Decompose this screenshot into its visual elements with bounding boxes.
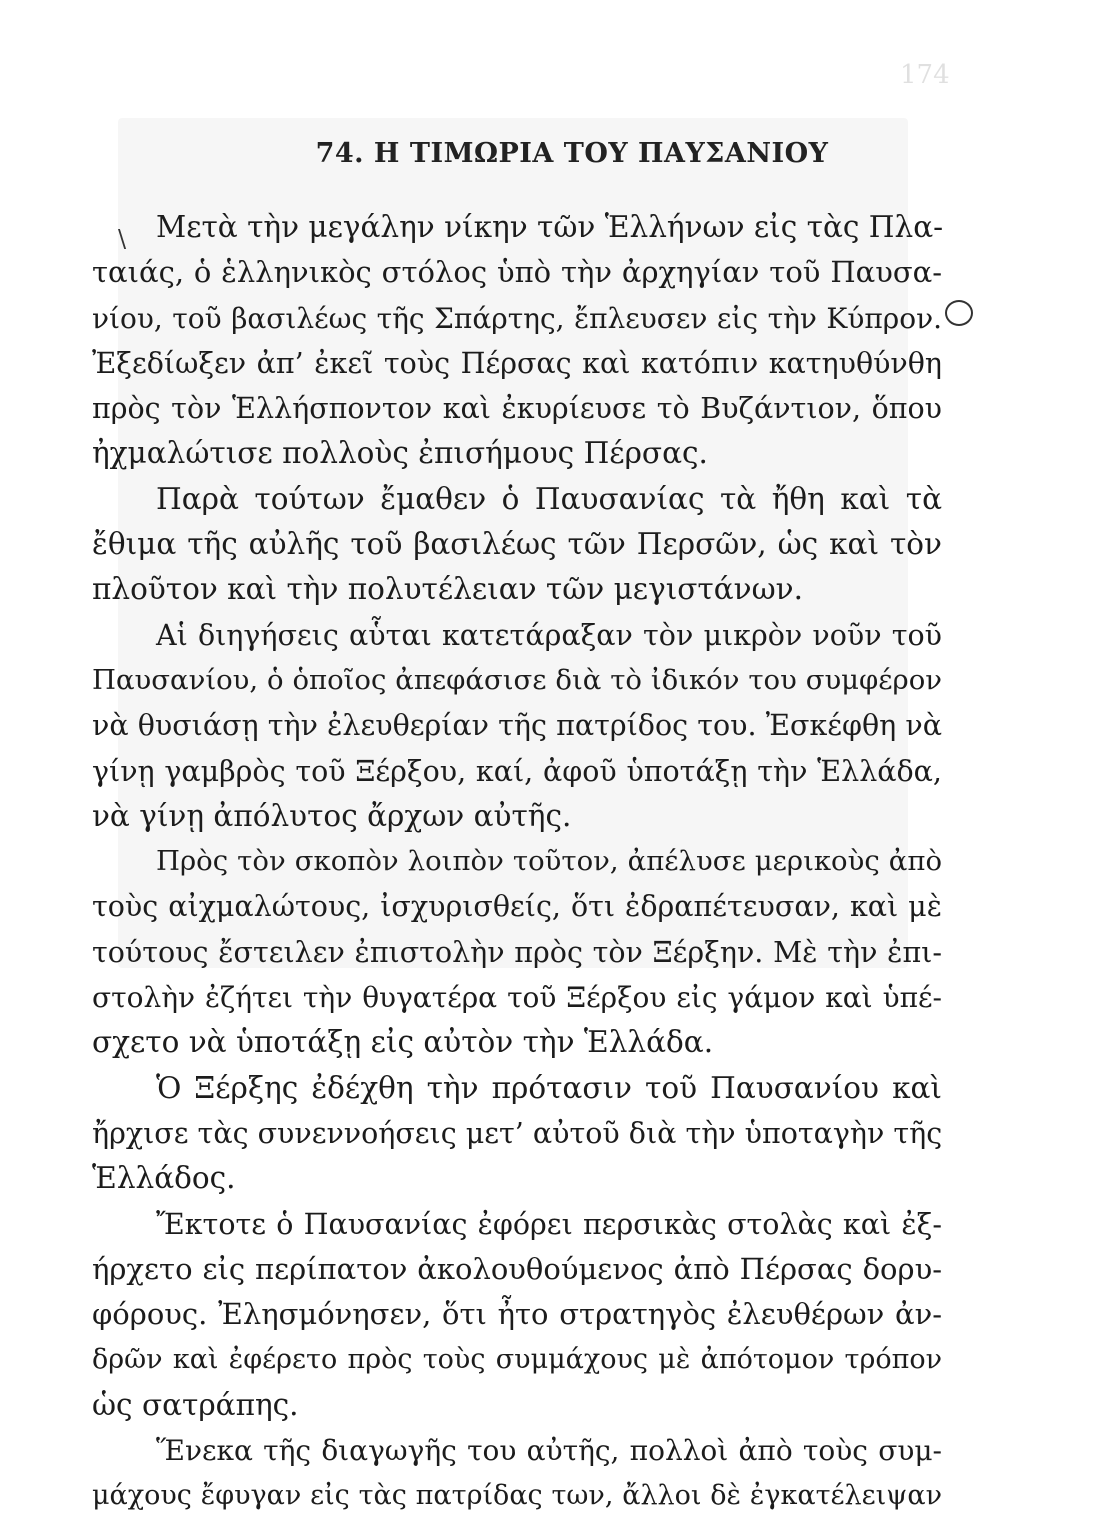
text-line: Πρὸς τὸν σκοπὸν λοιπὸν τοῦτον, ἀπέλυσε μερικοὺς ἀπὸ xyxy=(156,845,942,878)
text-line: πλοῦτον καὶ τὴν πολυτέλειαν τῶν μεγιστάνων. xyxy=(92,572,803,607)
text-line: Παρὰ τούτων ἔμαθεν ὁ Παυσανίας τὰ ἤθη καὶ τὰ xyxy=(156,481,942,516)
text-line: μάχους ἔφυγαν εἰς τὰς πατρίδας των, ἄλλοι δὲ ἐγκατέλειψαν xyxy=(92,1480,942,1512)
text-line: φόρους. Ἐλησμόνησεν, ὅτι ἦτο στρατηγὸς ἐλευθέρων ἀν- xyxy=(92,1297,942,1332)
text-line: ταιάς, ὁ ἑλληνικὸς στόλος ὑπὸ τὴν ἀρχηγίαν τοῦ Παυσα- xyxy=(92,255,942,290)
text-line: σχετο νὰ ὑποτάξῃ εἰς αὐτὸν τὴν Ἑλλάδα. xyxy=(92,1025,714,1060)
text-line: Ἕνεκα τῆς διαγωγῆς του αὐτῆς, πολλοὶ ἀπὸ τοὺς συμ- xyxy=(156,1434,942,1468)
text-line: τούτους ἔστειλεν ἐπιστολὴν πρὸς τὸν Ξέρξην. Μὲ τὴν ἐπι- xyxy=(92,935,942,969)
body-text xyxy=(92,205,942,1519)
text-line: νίου, τοῦ βασιλέως τῆς Σπάρτης, ἔπλευσεν εἰς τὴν Κύπρον. xyxy=(92,301,942,335)
text-line: ἠχμαλώτισε πολλοὺς ἐπισήμους Πέρσας. xyxy=(92,436,708,471)
text-line: Μετὰ τὴν μεγάλην νίκην τῶν Ἑλλήνων εἰς τὰς Πλα- xyxy=(156,210,944,244)
text-line: Ἑλλάδος. xyxy=(92,1161,236,1196)
text-line: νὰ θυσιάσῃ τὴν ἐλευθερίαν τῆς πατρίδος του. Ἐσκέφθη νὰ xyxy=(92,709,942,743)
reverse-page-number-bleed: 174 xyxy=(900,60,950,90)
text-line: στολὴν ἐζήτει τὴν θυγατέρα τοῦ Ξέρξου εἰς γάμον καὶ ὑπέ- xyxy=(92,981,942,1015)
text-line: Παυσανίου, ὁ ὁποῖος ἀπεφάσισε διὰ τὸ ἰδικόν του συμφέρον xyxy=(92,663,942,696)
pencil-tick-mark: \ xyxy=(118,225,127,253)
text-line: γίνῃ γαμβρὸς τοῦ Ξέρξου, καί, ἀφοῦ ὑποτάξῃ τὴν Ἑλλάδα, xyxy=(92,754,942,788)
text-line: ήρχετο εἰς περίπατον ἀκολουθούμενος ἀπὸ Πέρσας δορυ- xyxy=(92,1251,942,1286)
chapter-title: 74. Η ΤΙΜΩΡΙΑ ΤΟΥ ΠΑΥΣΑΝΙΟΥ xyxy=(315,138,829,169)
pencil-circle-mark xyxy=(945,300,973,326)
text-line: πρὸς τὸν Ἑλλήσποντον καὶ ἐκυρίευσε τὸ Βυζάντιον, ὅπου xyxy=(92,392,942,426)
text-line: ὡς σατράπης. xyxy=(92,1387,299,1422)
text-line: Ἐξεδίωξεν ἀπ’ ἐκεῖ τοὺς Πέρσας καὶ κατόπιν κατηυθύνθη xyxy=(92,346,942,380)
text-line: Ὁ Ξέρξης ἐδέχθη τὴν πρότασιν τοῦ Παυσανίου καὶ xyxy=(156,1070,942,1105)
text-line: νὰ γίνῃ ἀπόλυτος ἄρχων αὐτῆς. xyxy=(92,798,572,833)
text-line: τοὺς αἰχμαλώτους, ἰσχυρισθείς, ὅτι ἐδραπέτευσαν, καὶ μὲ xyxy=(92,890,942,924)
text-line: ἔθιμα τῆς αὐλῆς τοῦ βασιλέως τῶν Περσῶν, ὡς καὶ τὸν xyxy=(92,527,942,562)
text-line: Αἱ διηγήσεις αὗται κατετάραξαν τὸν μικρὸν νοῦν τοῦ xyxy=(156,618,942,652)
text-line: δρῶν καὶ ἐφέρετο πρὸς τοὺς συμμάχους μὲ ἀπότομον τρόπον xyxy=(92,1344,942,1376)
text-line: ἤρχισε τὰς συνεννοήσεις μετ’ αὐτοῦ διὰ τὴν ὑποταγὴν τῆς xyxy=(92,1116,943,1150)
text-line: Ἔκτοτε ὁ Παυσανίας ἐφόρει περσικὰς στολὰς καὶ ἐξ- xyxy=(156,1207,942,1241)
